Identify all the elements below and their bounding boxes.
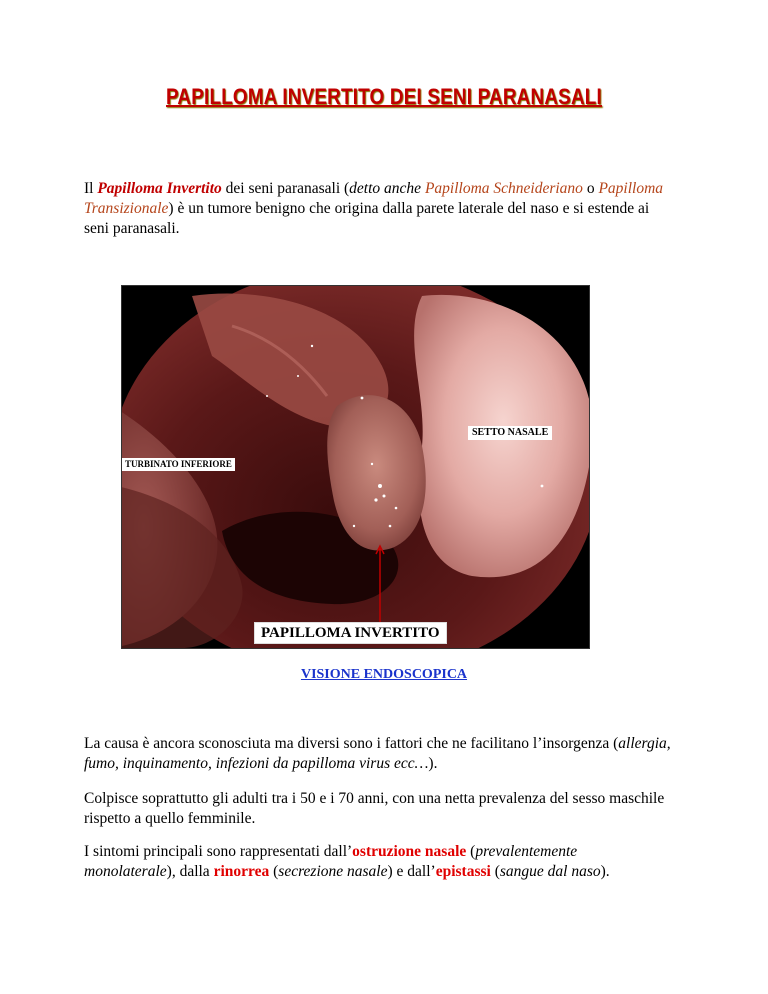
page-title: PAPILLOMA INVERTITO DEI SENI PARANASALI	[166, 84, 602, 109]
cause-text: La causa è ancora sconosciuta ma diversi sono i fattori che ne facilitano l’insorgenza (	[84, 735, 619, 752]
cause-factors: allergia, fumo, inquinamento, infezioni da papilloma virus ecc…	[84, 735, 671, 772]
symptoms-text: I sintomi principali sono rappresentati dall’	[84, 843, 353, 860]
term-ostruzione-nasale: ostruzione nasale	[352, 843, 467, 860]
symptoms-text: (	[466, 843, 476, 860]
symptoms-italic: prevalentemente monolaterale	[84, 843, 578, 880]
symptoms-text: (	[269, 863, 279, 880]
epidemiology-paragraph: Colpisce soprattutto gli adulti tra i 50 e i 70 anni, con una netta prevalenza del sesso maschile rispetto a quello femminile.	[84, 790, 665, 827]
symptoms-text: ) e dall’	[387, 863, 436, 880]
cause-text: ).	[428, 755, 438, 772]
label-turbinato-inferiore: TURBINATO INFERIORE	[122, 458, 235, 471]
term-transizionale: Papilloma Transizionale	[84, 180, 664, 217]
cause-paragraph	[84, 734, 672, 774]
endoscopic-image	[121, 285, 590, 649]
symptoms-italic: secrezione nasale	[278, 863, 388, 880]
intro-text: Il	[84, 180, 98, 197]
intro-text: dei seni paranasali (	[221, 180, 350, 197]
label-setto-nasale: SETTO NASALE	[468, 426, 552, 440]
intro-italic: detto anche	[349, 180, 422, 197]
intro-paragraph	[84, 179, 672, 239]
visione-endoscopica-link[interactable]: VISIONE ENDOSCOPICA	[300, 667, 468, 682]
symptoms-text: (	[490, 863, 500, 880]
term-schneideriano: Papilloma Schneideriano	[424, 180, 583, 197]
label-papilloma-invertito: PAPILLOMA INVERTITO	[254, 622, 447, 644]
intro-text: o	[582, 180, 599, 197]
term-papilloma-invertito: Papilloma Invertito	[97, 180, 222, 197]
symptoms-text: ), dalla	[166, 863, 214, 880]
symptoms-italic: sangue dal naso	[499, 863, 601, 880]
symptoms-text: ).	[600, 863, 610, 880]
symptoms-paragraph	[84, 842, 672, 882]
term-epistassi: epistassi	[435, 863, 491, 880]
term-rinorrea: rinorrea	[213, 863, 270, 880]
intro-text: ) è un tumore benigno che origina dalla parete laterale del naso e si estende ai seni paranasali.	[84, 200, 650, 237]
